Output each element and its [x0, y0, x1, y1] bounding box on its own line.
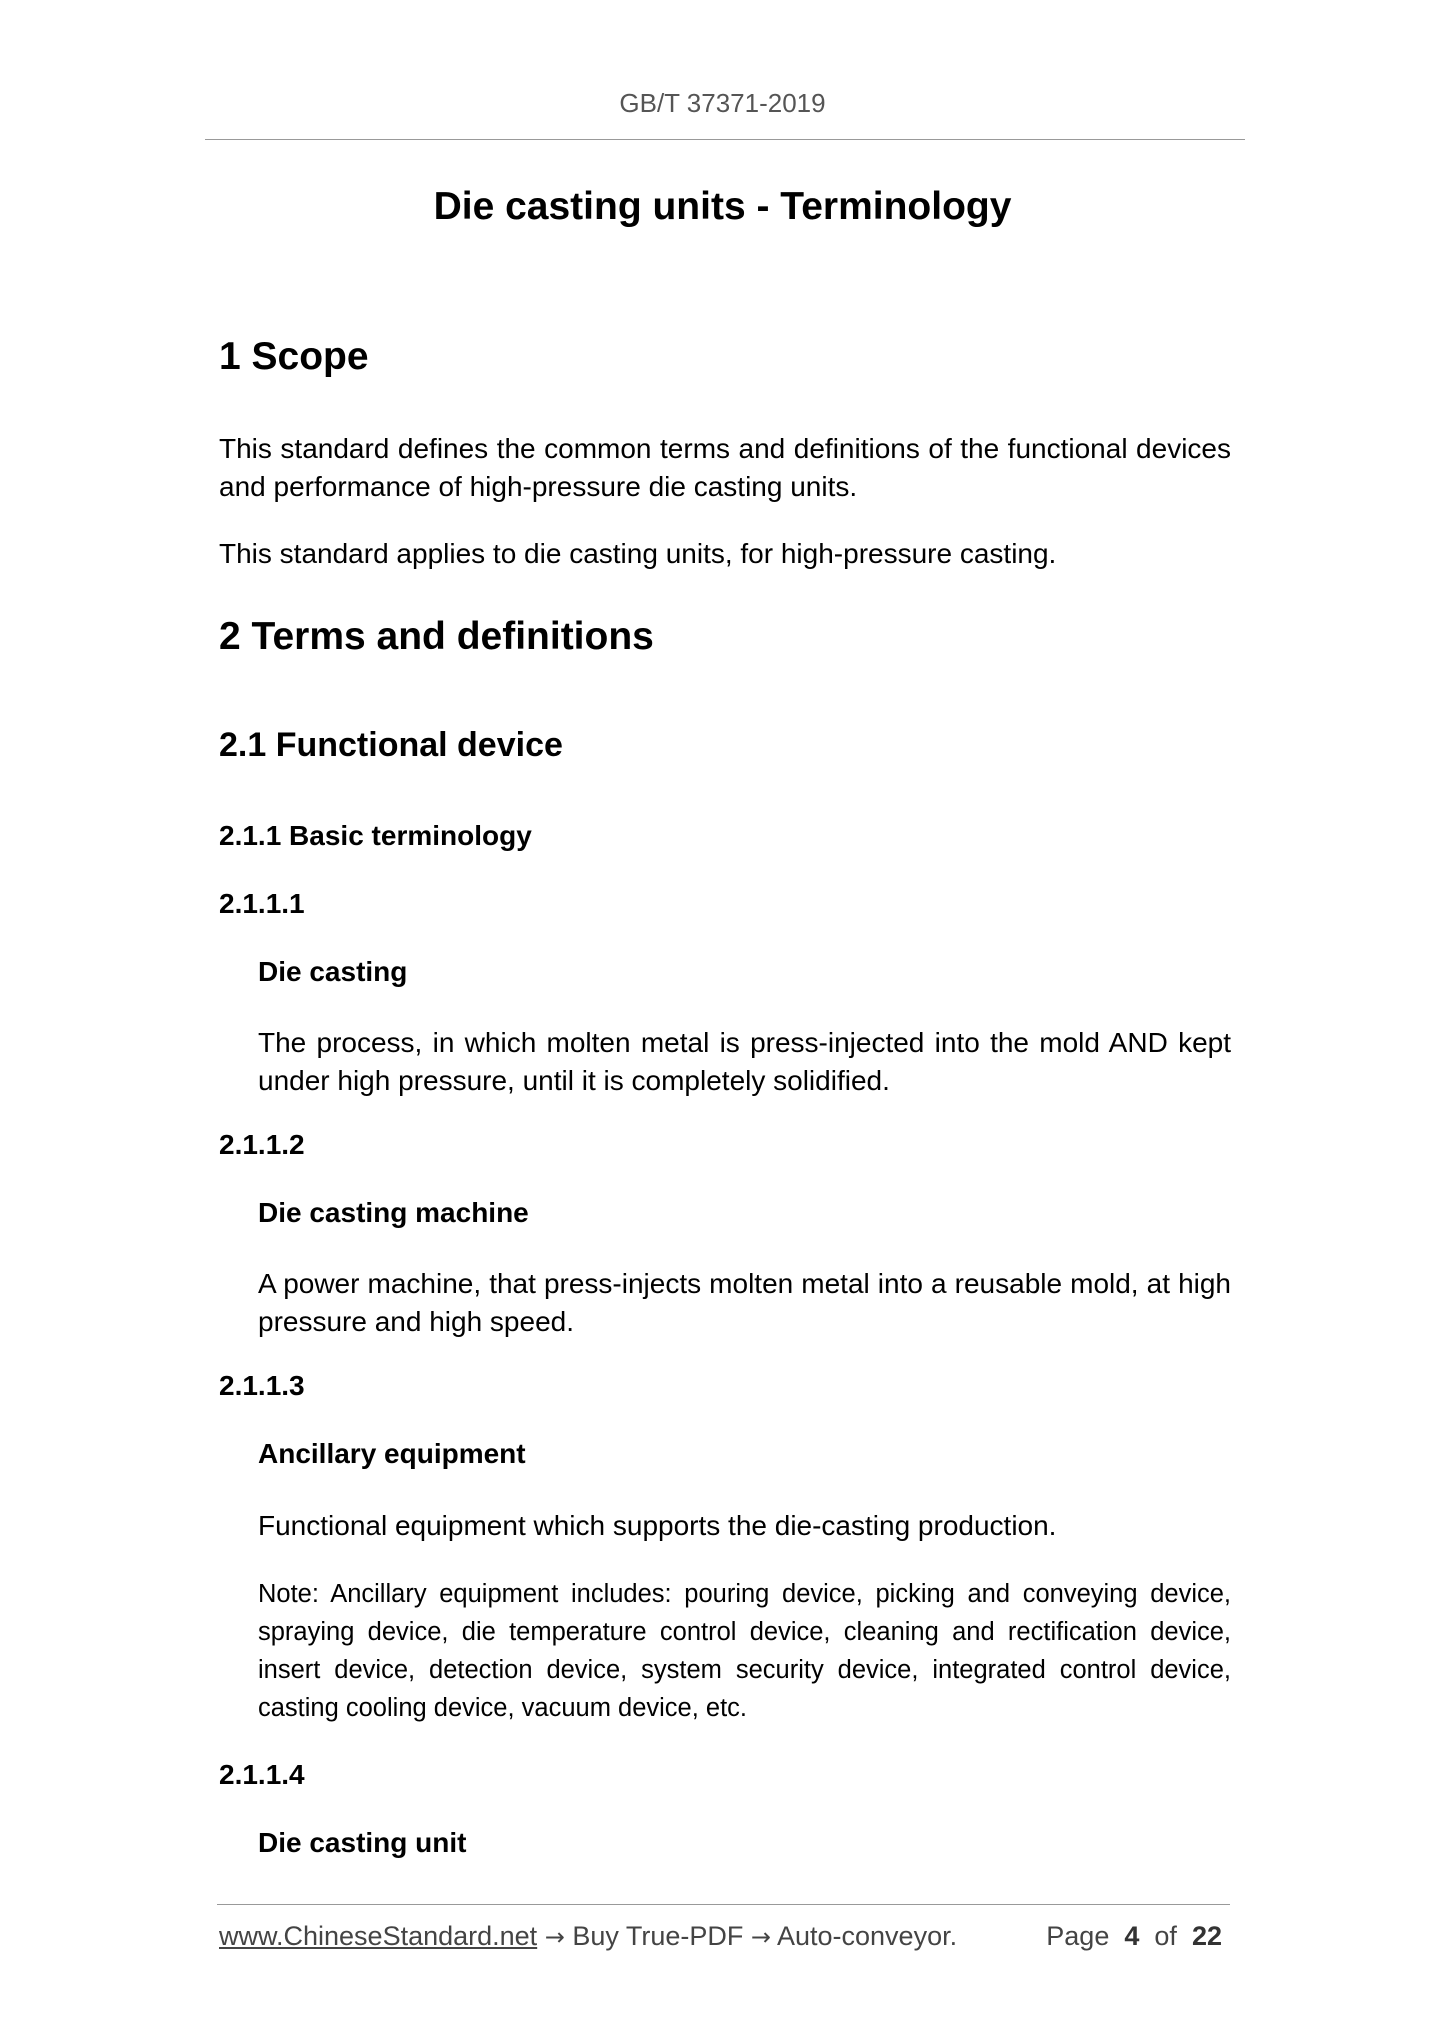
page-current: 4: [1124, 1921, 1140, 1951]
scope-paragraph-1: This standard defines the common terms and definitions of the functional devices and performance of high-pressure die casting units.: [219, 433, 1231, 502]
entry-term: Die casting unit: [258, 1827, 467, 1858]
header-divider: [205, 139, 1245, 140]
page-label: Page: [1046, 1921, 1110, 1951]
footer-conveyor-text: Auto-conveyor.: [770, 1921, 958, 1951]
arrow-right-icon: →: [544, 1923, 565, 1951]
page-footer: [219, 1921, 1231, 1952]
entry-term: Die casting machine: [258, 1197, 529, 1228]
entry-number: 2.1.1.4: [219, 1759, 305, 1790]
page-indicator: [1046, 1921, 1222, 1952]
entry-term: Die casting: [258, 956, 408, 987]
page-total: 22: [1191, 1921, 1222, 1951]
section-2-1-1-heading: 2.1.1 Basic terminology: [219, 820, 532, 851]
page-of-label: of: [1154, 1921, 1177, 1951]
footer-divider: [217, 1904, 1230, 1905]
entry-note: Note: Ancillary equipment includes: pouring device, picking and conveying device, spraying device, die temperature control device, cleaning and rectification device, insert device, detection device, system security device, integrated control device, casting cooling device, vacuum device, etc.: [258, 1580, 1231, 1722]
entry-definition: Functional equipment which supports the die-casting production.: [258, 1510, 1057, 1541]
entry-term: Ancillary equipment: [258, 1438, 526, 1469]
entry-definition: A power machine, that press-injects molten metal into a reusable mold, at high pressure and high speed.: [258, 1268, 1231, 1337]
footer-buy-text: Buy True-PDF: [564, 1921, 751, 1951]
entry-number: 2.1.1.2: [219, 1129, 305, 1160]
entry-number: 2.1.1.3: [219, 1370, 305, 1401]
section-2-heading: 2 Terms and definitions: [219, 615, 654, 658]
document-title: Die casting units - Terminology: [433, 185, 1012, 228]
arrow-right-icon: →: [750, 1923, 771, 1951]
website-link[interactable]: www.ChineseStandard.net: [219, 1921, 538, 1951]
entry-definition: The process, in which molten metal is press-injected into the mold AND kept under high pressure, until it is completely solidified.: [258, 1027, 1231, 1096]
section-2-1-heading: 2.1 Functional device: [219, 726, 563, 764]
entry-number: 2.1.1.1: [219, 888, 305, 919]
scope-paragraph-2: This standard applies to die casting units, for high-pressure casting.: [219, 538, 1057, 569]
section-1-heading: 1 Scope: [219, 335, 369, 378]
standard-code: GB/T 37371-2019: [619, 88, 826, 118]
